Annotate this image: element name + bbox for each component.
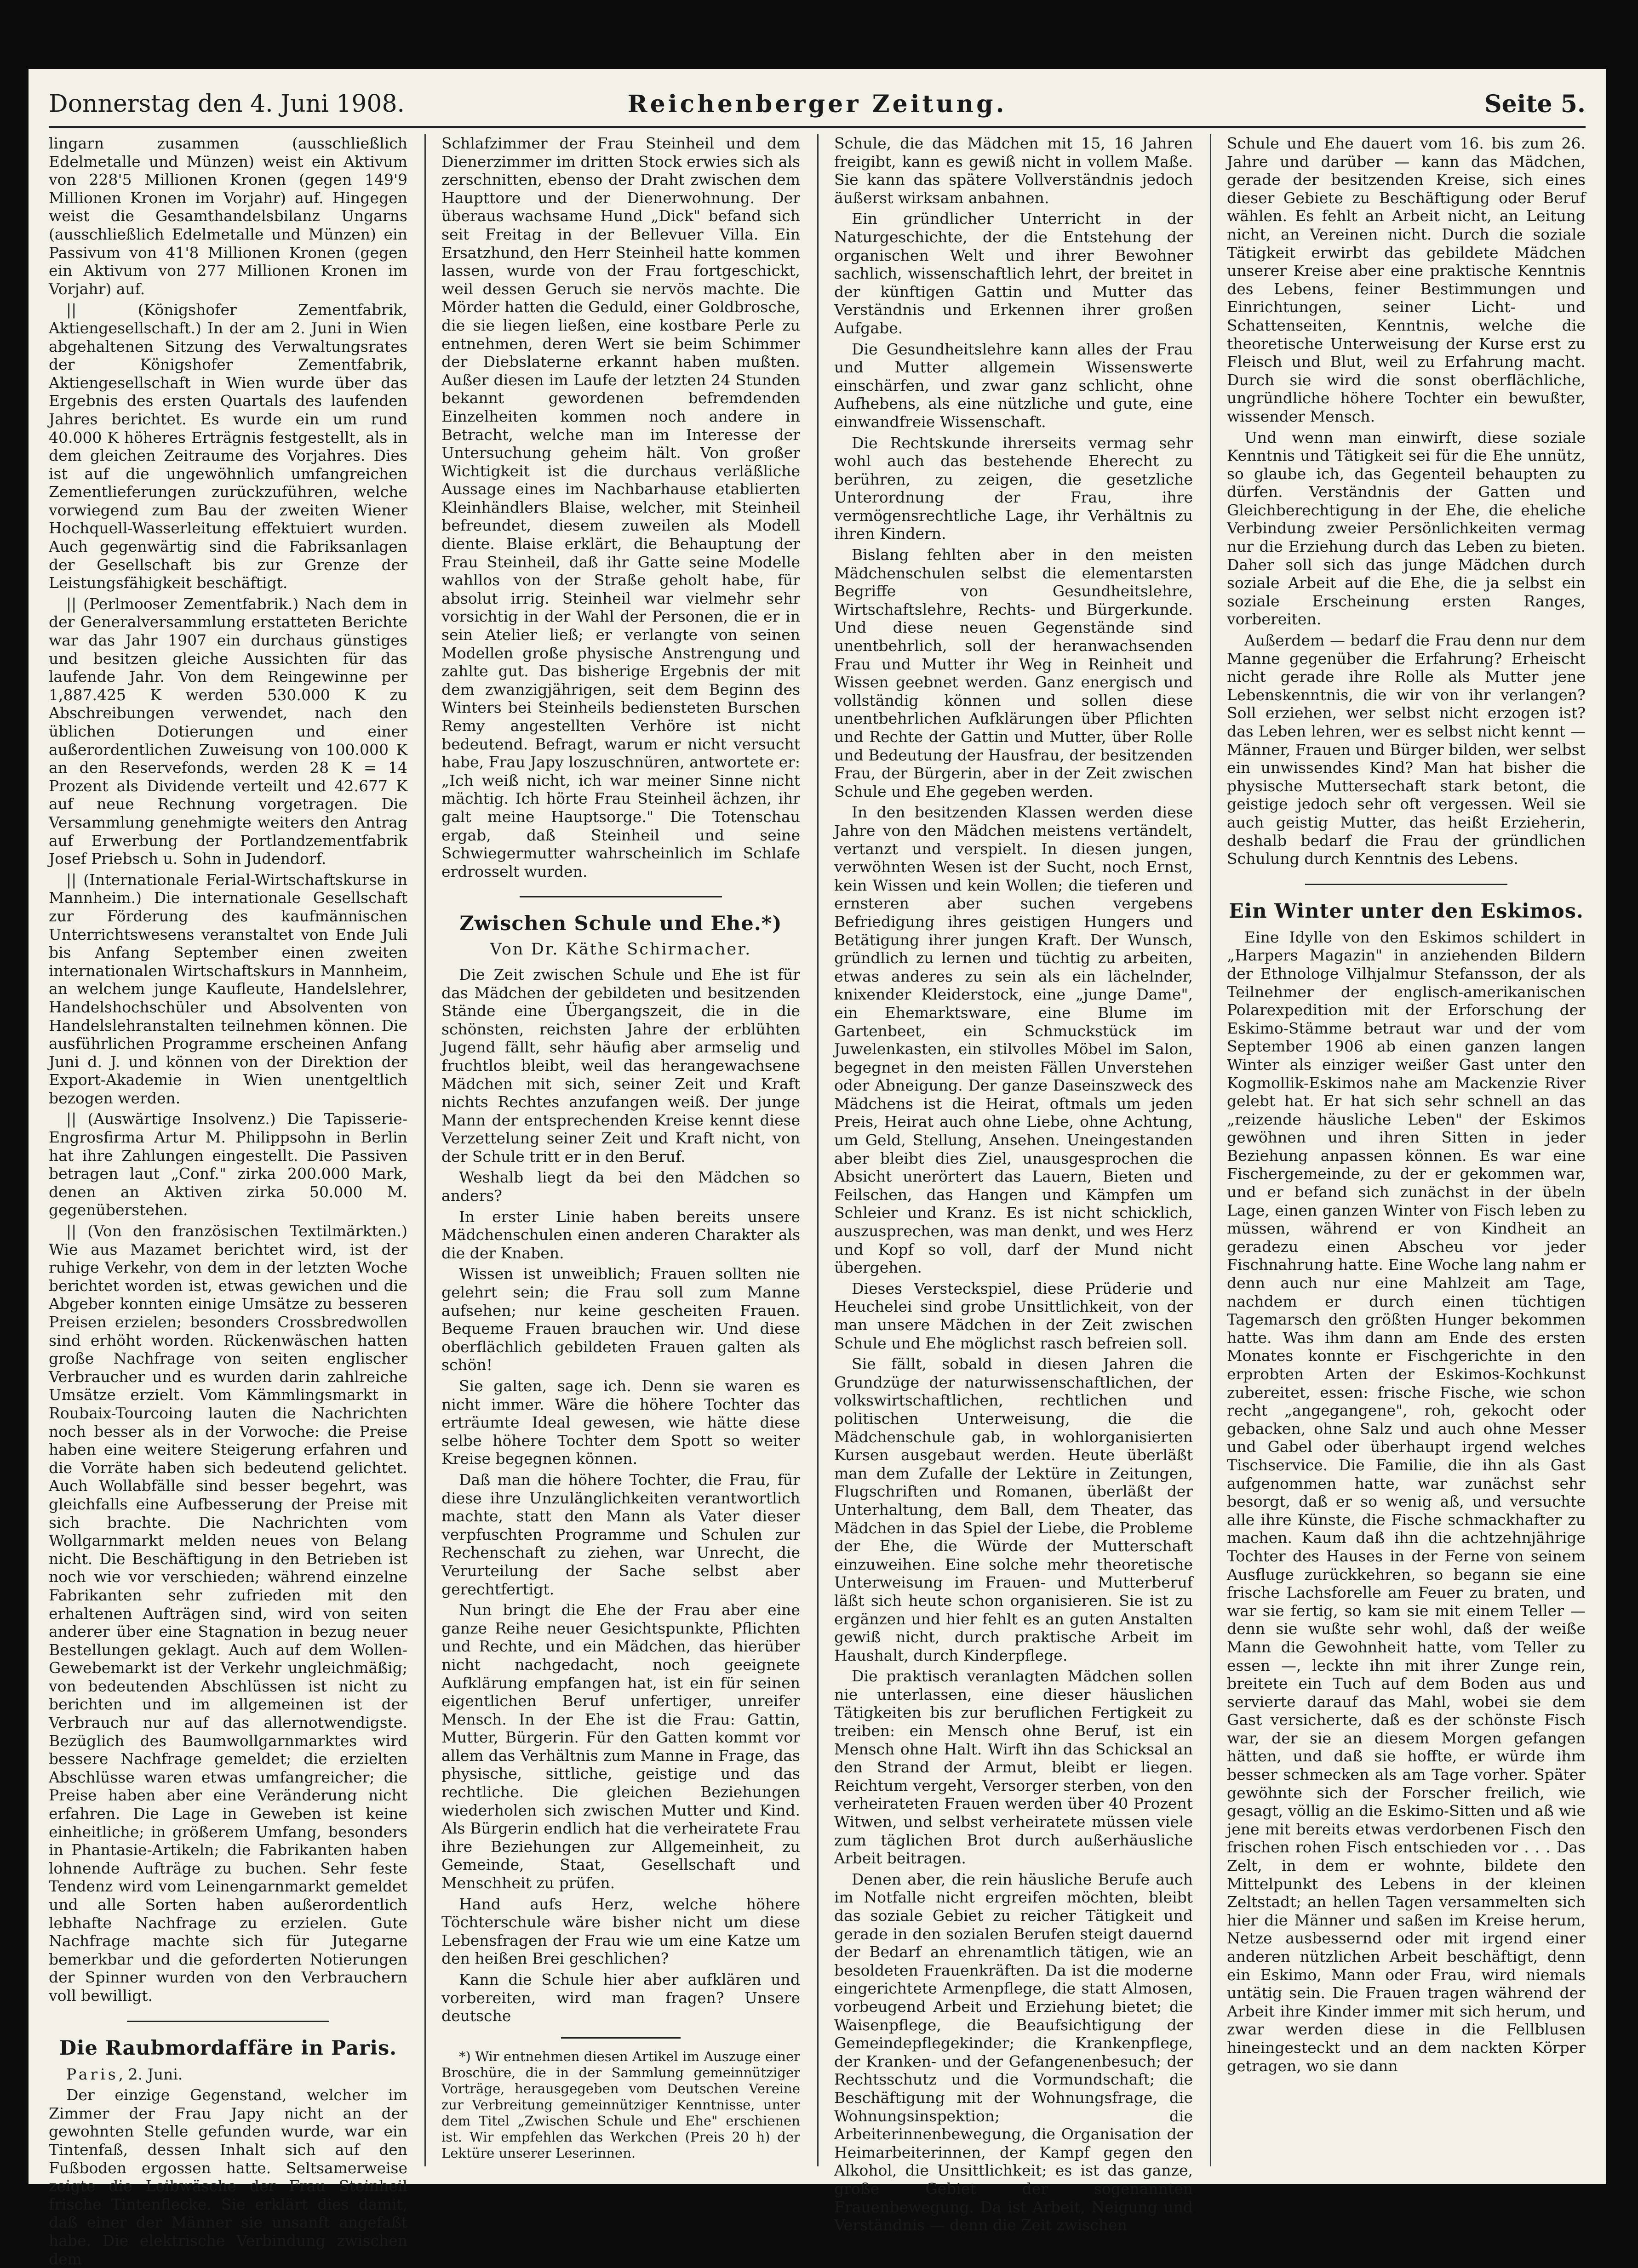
newspaper-page xyxy=(29,69,1606,2268)
article-paragraph: Hand aufs Herz, welche höhere Töchterschule wäre bisher nicht um diese Lebensfragen der Frau wie um eine Katze um den heißen Brei geschlichen? xyxy=(441,1895,800,1968)
news-item-wirtschaftskurse: || (Internationale Ferial-Wirtschaftskurse in Mannheim.) Die internationale Gesellschaft zur Förderung des kaufmännischen Unterrichtswesens veranstaltet von Ende Juli bis Anfang September einen zweiten internationalen Wirtschaftskurs in Mannheim, an welchem junge Kaufleute, Handelslehrer, Handelshochschüler und Absolventen von Handelslehranstalten teilnehmen können. Die ausführlichen Programme erscheinen Anfang Juni d. J. und können von der Direktion der Export-Akademie in Wien unentgeltlich bezogen werden. xyxy=(49,870,407,1107)
article-paragraph: In erster Linie haben bereits unsere Mädchenschulen einen anderen Charakter als die der Knaben. xyxy=(441,1207,800,1262)
news-item-perlmooser: || (Perlmooser Zementfabrik.) Nach dem in der Generalversammlung erstatteten Berichte war das Jahr 1907 ein durchaus günstiges und besitzen gleiche Aussichten für das laufende Jahr. Von dem Reingewinne per 1,887.425 K werden 530.000 K zu Abschreibungen verwendet, nach den üblichen Dotierungen und einer außerordentlichen Zuweisung von 100.000 K an den Reservefonds, werden 28 K = 14 Prozent als Dividende verteilt und 42.677 K auf neue Rechnung vorgetragen. Die Versammlung genehmigte weiters den Antrag auf Erwerbung der Portlandzementfabrik Josef Priebsch u. Sohn in Judendorf. xyxy=(49,594,407,868)
column-rule xyxy=(817,134,819,2166)
article-paragraph: Ein gründlicher Unterricht in der Naturgeschichte, der die Entstehung der organischen Welt und ihrer Bewohner sachlich, wissenschaftlich lehrt, der breitet in der künftigen Gattin und Mutter das Verständnis und Erkennen ihrer großen Aufgabe. xyxy=(834,210,1193,337)
article-paragraph: Schlafzimmer der Frau Steinheil und dem Dienerzimmer im dritten Stock erwies sich als zerschnitten, ebenso der Draht zwischen dem Haupttore und der Dienerwohnung. Der überaus wachsame Hund „Dick" befand sich seit Freitag in der Bellevuer Villa. Ein Ersatzhund, den Herr Steinheil hatte kommen lassen, wurde von der Frau fortgeschickt, weil dessen Geruch sie nervös machte. Die Mörder hatten die Geduld, einer Goldbrosche, die sie liegen ließen, eine kostbare Perle zu entnehmen, deren Wert sie beim Schimmer der Diebslaterne erkannt haben mußten. Außer diesen im Laufe der letzten 24 Stunden bekannt gewordenen befremdenden Einzelheiten kommen noch andere in Betracht, welche man im Interesse der Untersuchung geheim hält. Von großer Wichtigkeit ist die durchaus verläßliche Aussage eines im Nachbarhause etablierten Kleinhändlers Blaise, welcher, mit Steinheil befreundet, diesem zuweilen als Modell diente. Blaise erklärt, die Behauptung der Frau Steinheil, daß ihr Gatte seine Modelle wahllos von der Straße geholt habe, für absolut irrig. Steinheil war vielmehr sehr vorsichtig in der Wahl der Personen, die er in sein Atelier ließ; er verlangte von seinen Modellen große physische Anstrengung und zahlte gut. Das bisherige Ergebnis der mit dem zwanzigjährigen, seit dem Beginn des Winters bei Steinheils bediensteten Burschen Remy angestellten Verhöre ist nicht bedeutend. Befragt, warum er nicht versucht habe, Frau Japy loszuschnüren, antwortete er: „Ich weiß nicht, ich war meiner Sinne nicht mächtig. Ich hörte Frau Steinheil ächzen, ihr galt meine Hauptsorge." Die Totenschau ergab, daß Steinheil und seine Schwiegermutter wahrscheinlich im Schlafe erdrosselt wurden. xyxy=(441,134,800,880)
article-paragraph: Dieses Versteckspiel, diese Prüderie und Heuchelei sind grobe Unsittlichkeit, von der man unsere Mädchen in der Zeit zwischen Schule und Ehe möglichst rasch befreien soll. xyxy=(834,1279,1193,1352)
article-paragraph: Und wenn man einwirft, diese soziale Kenntnis und Tätigkeit sei für die Ehe unnütz, so glaube ich, das Gegenteil behaupten zu dürfen. Verständnis der Gatten und Gleichberechtigung in der Ehe, die eheliche Verbindung zweier Persönlichkeiten vermag nur die Erziehung durch das Leben zu bieten. Daher soll sich das junge Mädchen durch soziale Arbeit auf die Ehe, die ja selbst ein soziale Erscheinung ersten Ranges, vorbereiten. xyxy=(1227,428,1586,628)
article-paragraph: lingarn zusammen (ausschließlich Edelmetalle und Münzen) weist ein Aktivum von 228'5 Millionen Kronen (gegen 149'9 Millionen Kronen im Vorjahr) auf. Hingegen weist die Gesamthandelsbilanz Ungarns (ausschließlich Edelmetalle und Münzen) ein Passivum von 41'8 Millionen Kronen (gegen ein Aktivum von 277 Millionen Kronen im Vorjahr) auf. xyxy=(49,134,407,298)
footnote-divider xyxy=(561,2037,681,2039)
headline-eskimos: Ein Winter unter den Eskimos. xyxy=(1229,899,1584,923)
article-paragraph: Eine Idylle von den Eskimos schildert in „Harpers Magazin" in anziehenden Bildern der Ethnologe Vilhjalmur Stefansson, der als Teilnehmer der englisch-amerikanischen Polarexpedition mit der Erforschung der Eskimo-Stämme betraut war und der vom September 1906 ab einen ganzen langen Winter als einziger weißer Gast unter den Kogmollik-Eskimos nahe am Mackenzie River gelebt hat. Er hat sich sehr schnell an das „reizende häusliche Leben" der Eskimos gewöhnen und ihren Sitten in jeder Beziehung anpassen können. Es war eine Fischergemeinde, zu der er gekommen war, und er befand sich zunächst in der übeln Lage, einen ganzen Winter von Fisch leben zu müssen, während er von Kindheit an geradezu einen Abscheu vor jeder Fischnahrung hatte. Eine Woche lang nahm er denn auch nur eine Mahlzeit am Tage, nachdem er durch einen tüchtigen Tagemarsch den größten Hunger bekommen hatte. Was ihm dann am Ende des ersten Monates konnte er Fischgerichte in den erprobten Arten der Eskimos-Kochkunst zubereitet, essen: frische Fische, wie schon recht „angegangene", roh, gekocht oder gebacken, ohne Salz und auch ohne Messer und Gabel oder überhaupt irgend welches Tischservice. Die Familie, die ihn als Gast aufgenommen hatte, war zunächst sehr besorgt, daß er so wenig aß, und versuchte alle ihre Künste, die Fische schmackhafter zu machen. Kaum daß ihn die achtzehnjährige Tochter des Hauses in der Ferne von seinem Ausfluge zurückkehren, so begann sie eine frische Lachsforelle am Feuer zu braten, und war sie fertig, so kam sie mit einem Teller — denn sie wußte sehr wohl, daß der weiße Mann die Gewohnheit hatte, vom Teller zu essen —, leckte ihn mit ihrer Zunge rein, breitete ein Tuch auf dem Boden aus und servierte darauf das Mahl, wobei sie dem Gast versicherte, daß es der schönste Fisch war, der sie an diesem Morgen gefangen hätten, und daß sie hoffte, er würde ihm besser schmecken als am Tage vorher. Später gewöhnte sich der Forscher freilich, wie gesagt, völlig an die Eskimo-Sitten und aß wie jene mit bereits etwas verdorbenen Fisch den frischen rohen Fisch entschieden vor . . . Das Zelt, in dem er wohnte, bildete den Mittelpunkt des Lebens in der kleinen Zeltstadt; an hellen Tagen versammelten sich hier die Männer und saßen im Kreise herum, Netze ausbessernd oder mit irgend einer anderen nützlichen Arbeit beschäftigt, denn ein Eskimo, Mann oder Frau, wird niemals untätig sein. Die Frauen tragen während der Arbeit ihre Kinder immer mit sich herum, und zwar werden diese in die Fellblusen hineingesteckt und an dem nackten Körper getragen, wo sie dann xyxy=(1227,928,1586,2075)
column-rule xyxy=(424,134,426,2166)
article-paragraph: Die Zeit zwischen Schule und Ehe ist für das Mädchen der gebildeten und besitzenden Stände eine Übergangszeit, die in die schönsten, reichsten Jahre der erblühten Jugend fällt, sehr häufig aber armselig und fruchtlos bleibt, weil das herangewachsene Mädchen mit sich, seiner Zeit und Kraft nichts Rechtes anzufangen weiß. Der junge Mann der entsprechenden Kreise kennt diese Verzettelung seiner Zeit und Kraft nicht, von der Schule tritt er in den Beruf. xyxy=(441,965,800,1165)
headline-raubmordaffaere: Die Raubmordaffäre in Paris. xyxy=(59,2036,397,2060)
article-paragraph: Bislang fehlten aber in den meisten Mädchenschulen selbst die elementarsten Begriffe von Gesundheitslehre, Wirtschaftslehre, Rechts- und Bürgerkunde. Und diese neuen Gegenstände sind unentbehrlich, soll der heranwachsenden Frau und Mutter ihr Weg in Reinheit und Wissen geebnet werden. Ganz energisch und vollständig können und sollen diese unentbehrlichen Aufklärungen über Pflichten und Rechte der Gattin und Mutter, über Rolle und Bedeutung der Hausfrau, der besitzenden Frau, der Bürgerin, aber in der Zeit zwischen Schule und Ehe gegeben werden. xyxy=(834,546,1193,800)
dateline-place: Paris xyxy=(66,2065,119,2083)
page-header xyxy=(49,86,1586,128)
footnote: *) Wir entnehmen diesen Artikel im Auszuge einer Broschüre, die in der Sammlung gemeinnütziger Vorträge, herausgegeben vom Deutschen Vereine zur Verbreitung gemeinnütziger Kenntnisse, unter dem Titel „Zwischen Schule und Ehe" erschienen ist. Wir empfehlen das Werkchen (Preis 20 h) der Lektüre unserer Leserinnen. xyxy=(441,2048,800,2161)
article-paragraph: Kann die Schule hier aber aufklären und vorbereiten, wird man fragen? Unsere deutsche xyxy=(441,1971,800,2025)
dateline xyxy=(49,2065,407,2084)
article-paragraph: Wissen ist unweiblich; Frauen sollten nie gelehrt sein; die Frau soll zum Manne aufsehen; nur keine gescheiten Frauen. Bequeme Frauen brauchen wir. Und diese oberflächlich gebildeten Frauen galten als schön! xyxy=(441,1265,800,1374)
article-paragraph: Sie fällt, sobald in diesen Jahren die Grundzüge der naturwissenschaftlichen, der volkswirtschaftlichen, rechtlichen und politischen Unterweisung, die die Mädchenschule gab, in wohlorganisierten Kursen ausgebaut werden. Heute überläßt man dem Zufalle der Lektüre in Zeitungen, Flugschriften und Romanen, überläßt der Unterhaltung, dem Ball, dem Theater, das Mädchen in das Spiel der Liebe, die Probleme der Ehe, die Würde der Mutterschaft einzuweihen. Eine solche mehr theoretische Unterweisung im Frauen- und Mutterberuf läßt sich heute schon organisieren. Sie ist zu ergänzen und hier fehlt es an guten Anstalten gewiß nicht, durch praktische Arbeit im Haushalt, durch Kinderpflege. xyxy=(834,1355,1193,1664)
article-paragraph: Außerdem — bedarf die Frau denn nur dem Manne gegenüber die Erfahrung? Erheischt nicht gerade ihre Rolle als Mutter jene Lebenskenntnis, die wir von ihr verlangen? Soll erziehen, wer selbst nicht erzogen ist? das Leben lehren, wer es selbst nicht kennt — Männer, Frauen und Bürger bilden, wer selbst ein unwissendes Kind? Man hat bisher die physische Muttersechaft stark betont, die geistige jedoch sehr oft vergessen. Weil sie auch geistig Mutter, das heißt Erzieherin, deshalb bedarf die Frau der gründlichen Schulung durch Kenntnis des Lebens. xyxy=(1227,631,1586,868)
headline-schule-und-ehe: Zwischen Schule und Ehe.*) xyxy=(459,912,782,936)
column-1 xyxy=(49,134,407,2268)
article-paragraph: Die praktisch veranlagten Mädchen sollen nie unterlassen, eine dieser häuslichen Tätigkeiten bis zur beruflichen Fertigkeit zu treiben: ein Mensch ohne Beruf, ist ein Mensch ohne Halt. Wirft ihn das Schicksal an den Strand der Armut, bleibt er liegen. Reichtum vergeht, Versorger sterben, von den verheirateten Frauen werden über 40 Prozent Witwen, und selbst verheiratete müssen viele zum täglichen Brot durch außerhäusliche Arbeit beitragen. xyxy=(834,1667,1193,1868)
newspaper-title: Reichenberger Zeitung. xyxy=(627,90,1007,118)
news-item-koenigshofer: || (Königshofer Zementfabrik, Aktiengesellschaft.) In der am 2. Juni in Wien abgehaltenen Sitzung des Verwaltungsrates der Königshofer Zementfabrik, Aktiengesellschaft in Wien wurde über das Ergebnis des ersten Quartals des laufenden Jahres berichtet. Es wurde ein um rund 40.000 K höheres Erträgnis festgestellt, als in dem gleichen Zeitraume des Vorjahres. Dies ist auf die ungewöhnlich umfangreichen Zementlieferungen zurückzuführen, welche vorwiegend zum Bau der zweiten Wiener Hochquell-Wasserleitung effektuiert wurden. Auch gegenwärtig sind die Fabriksanlagen der Gesellschaft bis zur Grenze der Leistungsfähigkeit beschäftigt. xyxy=(49,301,407,592)
article-paragraph: In den besitzenden Klassen werden diese Jahre von den Mädchen meistens vertändelt, vertanzt und verspielt. In diesen jungen, verwöhnten Wesen ist der Sucht, noch Ernst, kein Wissen und kein Wollen; die tieferen und ernsteren aber suchen vergebens Befriedigung ihres geistigen Hungers und Betätigung ihrer jungen Kraft. Der Wunsch, gründlich zu lernen und tüchtig zu arbeiten, etwas anderes zu sein als ein lächelnder, knixender Kleiderstock, eine „junge Dame", ein Ehemarktsware, eine Blume im Gartenbeet, ein Schmuckstück im Juwelenkasten, ein stilvolles Möbel im Salon, begegnet in den meisten Fällen Unverstehen oder Abneigung. Der ganze Daseinszweck des Mädchens ist die Heirat, oftmals um jeden Preis, Heirat auch ohne Liebe, ohne Achtung, um Geld, Stellung, Ansehen. Uneingestanden aber bleibt dies Ziel, unausgesprochen die Absicht unerörtert das Lauern, Bieten und Feilschen, das Hangen und Kämpfen um Schleier und Kranz. Es ist nicht schicklich, auszusprechen, was man denkt, und wes Herz und Kopf so voll, darf der Mund nicht übergehen. xyxy=(834,803,1193,1277)
article-paragraph: Weshalb liegt da bei den Mädchen so anders? xyxy=(441,1168,800,1205)
section-divider xyxy=(1305,884,1507,885)
news-item-insolvenz: || (Auswärtige Insolvenz.) Die Tapisserie-Engrosfirma Artur M. Philippsohn in Berlin hat ihre Zahlungen eingestellt. Die Passiven betragen laut „Conf." zirka 200.000 Mark, denen an Aktiven zirka 50.000 M. gegenüberstehen. xyxy=(49,1110,407,1219)
page-number: Seite 5. xyxy=(1484,90,1586,118)
article-paragraph: Schule, die das Mädchen mit 15, 16 Jahren freigibt, kann es gewiß nicht in vollem Maße. Sie kann das spätere Vollverständnis jedoch äußerst wirksam anbahnen. xyxy=(834,134,1193,207)
news-item-textilmaerkte: || (Von den französischen Textilmärkten.) Wie aus Mazamet berichtet wird, ist der ruhige Verkehr, von dem in der letzten Woche berichtet worden ist, etwas gewichen und die Abgeber konnten einige Umsätze zu besseren Preisen erzielen; besonders Crossbredwollen sind erhöht worden. Rückenwäschen hatten große Nachfrage von seiten englischer Verbraucher und es wurden darin zahlreiche Umsätze erzielt. Vom Kämmlingsmarkt in Roubaix-Tourcoing lauten die Nachrichten noch besser als in der Vorwoche: die Preise haben eine weitere Steigerung erfahren und die Vorräte haben sich bedeutend gelichtet. Auch Wollabfälle sind besser begehrt, was gleichfalls eine Aufbesserung der Preise mit sich brachte. Die Nachrichten vom Wollgarnmarkt melden neues von Belang nicht. Die Beschäftigung in den Betrieben ist noch wie vor verschieden; während einzelne Fabrikanten sehr zufrieden mit den erhaltenen Aufträgen sind, wird von seiten anderer über eine Stagnation in bezug neuer Bestellungen geklagt. Auch auf dem Wollen-Gewebemarkt ist der Verkehr ungleichmäßig; von bedeutenden Abschlüssen ist nicht zu berichten und im allgemeinen ist der Verbrauch nur auf das allernotwendigste. Bezüglich des Baumwollgarnmarktes wird bessere Nachfrage gemeldet; die erzielten Abschlüsse waren etwas umfangreicher; die Preise haben aber eine Veränderung nicht erfahren. Die Lage in Geweben ist keine einheitliche; in größerem Umfang, besonders in Phantasie-Artikeln; die Fabrikanten haben lohnende Aufträge zu buchen. Sehr feste Tendenz wird vom Leinengarnmarkt gemeldet und alle Sorten haben außerordentlich lebhafte Nachfrage zu erzielen. Gute Nachfrage machte sich für Jutegarne bemerkbar und die geforderten Notierungen der Spinner wurden von den Verbrauchern voll bewilligt. xyxy=(49,1222,407,2005)
section-divider xyxy=(520,896,722,897)
column-3 xyxy=(834,134,1193,2234)
dateline-date: , 2. Juni. xyxy=(118,2065,183,2083)
column-rule xyxy=(1210,134,1211,2166)
article-paragraph: Sie galten, sage ich. Denn sie waren es nicht immer. Wäre die höhere Tochter das erträumte Ideal gewesen, wie hätte diese selbe höhere Tochter dem Spott so weiter Kreise begegnen können. xyxy=(441,1377,800,1468)
article-paragraph: Schule und Ehe dauert vom 16. bis zum 26. Jahre und darüber — kann das Mädchen, gerade der besitzenden Kreise, sich eines dieser Gebiete zu Beschäftigung oder Beruf wählen. Es fehlt an Arbeit nicht, an Leitung nicht, an Vereinen nicht. Durch die soziale Tätigkeit erwirbt das gebildete Mädchen unserer Kreise aber eine praktische Kenntnis des Lebens, feiner Bestimmungen und Einrichtungen, seiner Licht- und Schattenseiten, Kenntnis, welche die theoretische Unterweisung der Kurse erst zu Fleisch und Blut, weil zu Erfahrung macht. Durch sie wird die sonst oberflächliche, ungründliche höhere Tochter ein bewußter, wissender Mensch. xyxy=(1227,134,1586,425)
author-byline: Von Dr. Käthe Schirmacher. xyxy=(490,940,752,959)
article-paragraph: Denen aber, die rein häusliche Berufe auch im Notfalle nicht ergreifen möchten, bleibt das soziale Gebiet zu reicher Tätigkeit und gerade in den sozialen Berufen steigt dauernd der Bedarf an ehrenamtlich tätigen, wie an besoldeten Frauenkräften. Da ist die moderne eingerichtete Armenpflege, die statt Almosen, vorbeugend Arbeit und Erziehung bietet; die Waisenpflege, die Beaufsichtigung der Gemeindepflegekinder; die Krankenpflege, der Kranken- und der Gefangenenbesuch; der Rechtsschutz und die Vormundschaft; die Beschäftigung mit der Wohnungsfrage, die Wohnungsinspektion; die Arbeiterinnenbewegung, die Organisation der Heimarbeiterinnen, der Kampf gegen den Alkohol, die Unsittlichkeit; es ist das ganze, große Gebiet der sogenannten Frauenbewegung. Da ist Arbeit, Neigung und Verständnis — denn die Zeit zwischen xyxy=(834,1870,1193,2234)
article-paragraph: Nun bringt die Ehe der Frau aber eine ganze Reihe neuer Gesichtspunkte, Pflichten und Rechte, und ein Mädchen, das hierüber nicht nachgedacht, noch geeignete Aufklärung empfangen hat, ist ein für seinen eigentlichen Beruf unfertiger, unreifer Mensch. In der Ehe ist die Frau: Gattin, Mutter, Bürgerin. Für den Gatten kommt vor allem das Verhältnis zum Manne in Frage, das physische, sittliche, geistige und das rechtliche. Die gleichen Beziehungen wiederholen sich zwischen Mutter und Kind. Als Bürgerin endlich hat die verheiratete Frau ihre Beziehungen zur Allgemeinheit, zu Gemeinde, Staat, Gesellschaft und Menschheit zu prüfen. xyxy=(441,1601,800,1892)
article-paragraph: Daß man die höhere Tochter, die Frau, für diese ihre Unzulänglichkeiten verantwortlich machte, statt den Mann als Vater dieser verpfuschten Programme und Schulen zur Rechenschaft zu ziehen, war Unrecht, die Verurteilung der Sache selbst aber gerechtfertigt. xyxy=(441,1470,800,1598)
article-paragraph: Die Gesundheitslehre kann alles der Frau und Mutter allgemein Wissenswerte einschärfen, und zwar ganz schlicht, ohne Aufhebens, als eine nützliche und gute, eine einwandfreie Wissenschaft. xyxy=(834,340,1193,431)
column-4 xyxy=(1227,134,1586,2166)
column-2 xyxy=(441,134,800,2166)
article-paragraph: Der einzige Gegenstand, welcher im Zimmer der Frau Japy nicht an der gewohnten Stelle gefunden wurde, war ein Tintenfaß, dessen Inhalt sich auf den Fußboden ergossen hatte. Seltsamerweise zeigte die Leibwäsche der Frau Steinheil frische Tintenflecke. Sie erklärt dies damit, daß einer der Männer sie unsanft angefaßt habe. Die elektrische Verbindung zwischen dem xyxy=(49,2086,407,2268)
article-paragraph: Die Rechtskunde ihrerseits vermag sehr wohl auch das bestehende Eherecht zu berühren, zu zeigen, die gesetzliche Unterordnung der Frau, ihre vermögensrechtliche Lage, ihr Verhältnis zu ihren Kindern. xyxy=(834,434,1193,543)
section-divider xyxy=(127,2021,329,2022)
issue-date: Donnerstag den 4. Juni 1908. xyxy=(49,90,405,118)
